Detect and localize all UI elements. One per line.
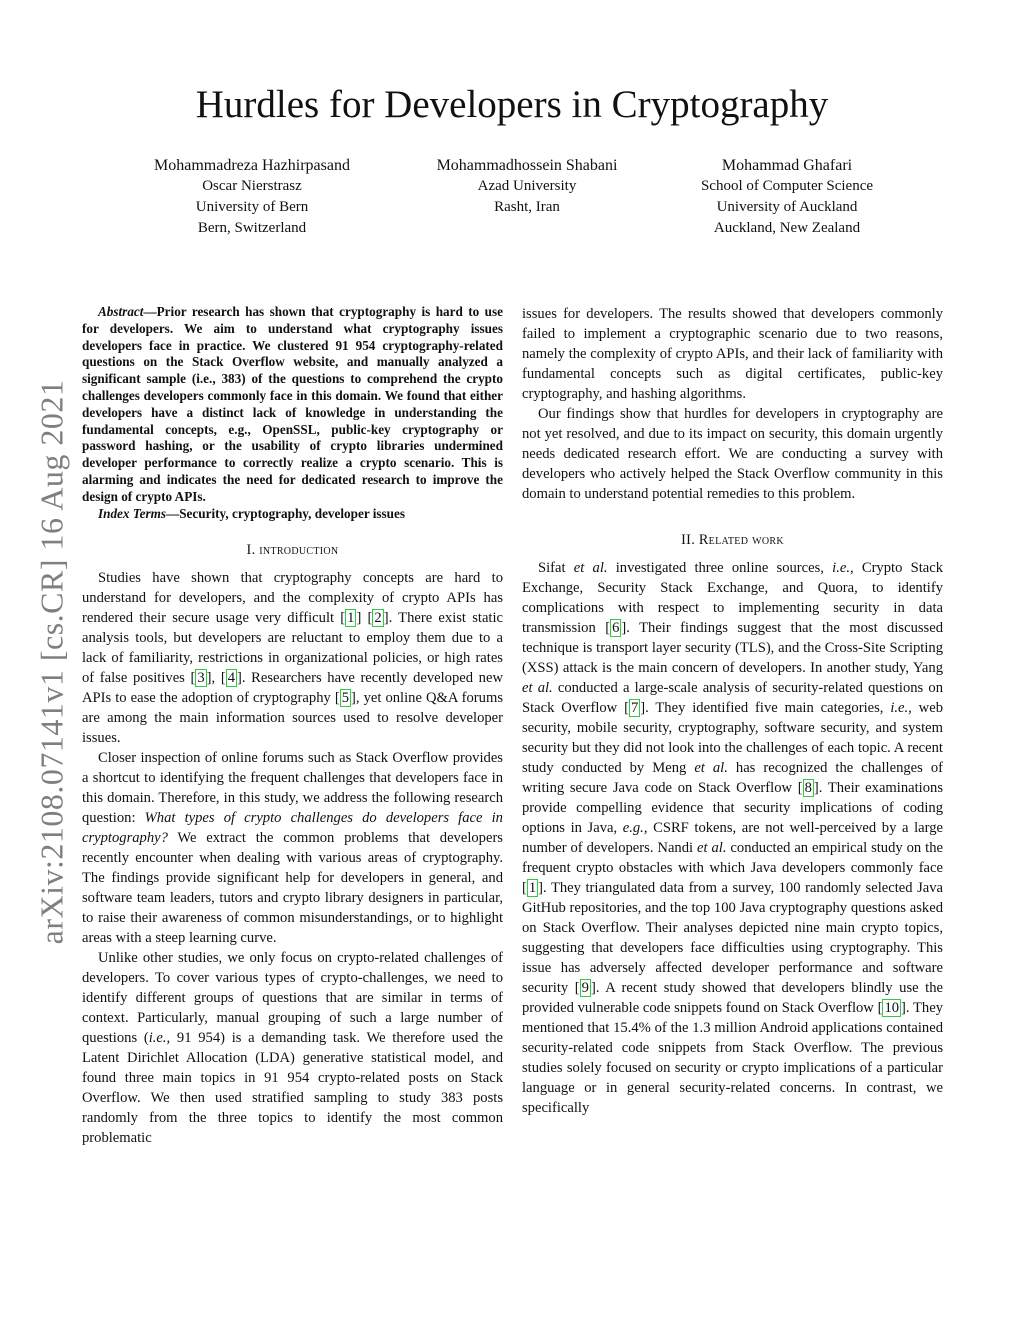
body-paragraph: Our findings show that hurdles for developers in cryptography are not yet resolved, and due to its impact on security, this domain urgently needs dedicated research effort. We are conducting a survey with developers who actively helped the Stack Overflow community in this domain to understand potential remedies to this problem.: [522, 406, 943, 502]
right-column: [522, 304, 943, 1118]
author-block-2: [377, 155, 677, 218]
author-block-1: [102, 155, 402, 239]
author-name: Mohammadreza Hazhirpasand: [154, 157, 350, 174]
related-work-paragraph: Sifat et al. investigated three online sources, i.e., Crypto Stack Exchange, Security Stack Exchange, and Quora, to identify complications with respect to implementing security in data transmission [ 6 ]. Their findings suggest that the most discussed technique is transport layer security (TLS), and the Cross-Site Scripting (XSS) attack is the main concern of developers. In another study, Yang et al. conducted a large-scale analysis of security-related questions on Stack Overflow [ 7 ]. They identified five main categories, i.e., web security, mobile security, cryptography, software security, and system security but they did not look into the challenges of each topic. A recent study conducted by Meng et al. has recognized the challenges of writing secure Java code on Stack Overflow [ 8 ]. Their examinations provide compelling evidence that security implications of coding options in Java, e.g., CSRF tokens, are not well-perceived by a large number of developers. Nandi et al. conducted an empirical study on the frequent crypto obstacles with which Java developers commonly face [ 1 ]. They triangulated data from a survey, 100 randomly selected Java GitHub repositories, and the top 100 Java cryptography questions asked on Stack Overflow. Their analyses depicted nine main crypto topics, suggesting that developers face difficulties using cryptography. This issue has adversely affected developer performance and software security [ 9 ]. A recent study showed that developers blindly use the provided vulnerable code snippets found on Stack Overflow [ 10 ]. They mentioned that 15.4% of the 1.3 million Android applications contained security-related code snippets from Stack Overflow. The previous studies solely focused on security or crypto implications of a particular language or in general security-related concerns. In contrast, we specifically: [522, 560, 943, 1116]
citation-link[interactable]: 8: [804, 780, 812, 796]
citation-link[interactable]: 7: [630, 700, 639, 716]
author-department: School of Computer Science: [700, 178, 874, 194]
citation-link[interactable]: 9: [581, 980, 589, 996]
author-affiliation: University of Bern: [195, 199, 309, 215]
intro-paragraph-1: Studies have shown that cryptography concepts are hard to understand for developers, and the complexity of crypto APIs has rendered their secure usage very difficult [ 1 ] [ 2 ]. There exist static analysis tools, but developers are reluctant to employ them due to a lack of familiarity, restrictions in organizational policies, or high rates of false positives [ 3 ], [ 4 ]. Researchers have recently developed new APIs to ease the adoption of cryptography [ 5 ], yet online Q&A forums are among the main information sources used to resolve developer issues.: [82, 570, 504, 747]
abstract: [82, 304, 503, 506]
author-location: Auckland, New Zealand: [713, 220, 861, 236]
abstract-text: —Prior research has shown that cryptography is hard to use for developers. We aim to understand what cryptography issues developers face in practice. We clustered 91 954 cryptography-related questions on the Stack Overflow website, and manually analyzed a significant sample (i.e., 383) of the questions to comprehend the crypto challenges developers commonly face in this domain. We found that either developers have a distinct lack of knowledge in understanding the fundamental concepts, e.g., OpenSSL, public-key cryptography or password hashing, or the usability of crypto libraries undermined developer performance to correctly realize a crypto scenario. This is alarming and indicates the need for dedicated research to improve the design of crypto APIs.: [82, 304, 503, 504]
author-affiliation: University of Auckland: [716, 199, 858, 215]
citation-link[interactable]: 10: [884, 1000, 900, 1016]
paper-title: Hurdles for Developers in Cryptography: [195, 83, 829, 126]
index-terms-label: Index Terms: [98, 505, 167, 521]
citation-link[interactable]: 4: [227, 670, 235, 687]
section-heading-introduction: I. introduction: [246, 542, 339, 559]
author-name: Mohammad Ghafari: [721, 157, 853, 174]
index-terms: [82, 506, 503, 523]
intro-paragraph-2: Closer inspection of online forums such as Stack Overflow provides a shortcut to identifying the frequent challenges that developers face in this domain. Therefore, in this study, we address the following research question: What types of crypto challenges do developers face in cryptography? We extract the common problems that developers recently encounter when dealing with various areas of cryptography. The findings provide significant help for developers in general, and software team leaders, tutors and crypto library designers in particular, to raise their awareness of common misunderstandings, or to highlight areas with a steep learning curve.: [82, 750, 503, 947]
author-name: Oscar Nierstrasz: [202, 178, 302, 194]
author-location: Rasht, Iran: [494, 199, 560, 215]
research-question: What types of crypto challenges do developers face in cryptography?: [82, 810, 503, 847]
left-column: [82, 304, 503, 1148]
author-affiliation: Azad University: [477, 178, 577, 194]
citation-link[interactable]: 2: [374, 610, 382, 627]
index-terms-text: —Security, cryptography, developer issues: [166, 505, 405, 521]
intro-paragraph-3: Unlike other studies, we only focus on crypto-related challenges of developers. To cover various types of crypto-challenges, we need to identify different groups of questions that are similar in terms of context. Particularly, manual grouping of such a large number of questions (i.e., 91 954) is a demanding task. We therefore used the Latent Dirichlet Allocation (LDA) generative statistical model, and found three main topics in 91 954 crypto-related posts on Stack Overflow. We then used stratified sampling to study 383 posts randomly from the three topics to identify the most common problematic: [82, 950, 503, 1147]
author-block-3: [637, 155, 937, 239]
arxiv-identifier: arXiv:2108.07141v1 [cs.CR] 16 Aug 2021: [33, 379, 70, 945]
author-location: Bern, Switzerland: [197, 220, 307, 236]
citation-link[interactable]: 1: [528, 880, 537, 896]
abstract-label: Abstract: [98, 304, 144, 319]
author-name: Mohammadhossein Shabani: [436, 157, 618, 174]
citation-link[interactable]: 1: [347, 610, 355, 627]
citation-link[interactable]: 3: [197, 670, 205, 687]
citation-link[interactable]: 5: [341, 690, 350, 707]
citation-link[interactable]: 6: [612, 620, 620, 636]
body-paragraph: issues for developers. The results showed that developers commonly failed to implement a cryptographic scenario due to two reasons, namely the complexity of crypto APIs, and their lack of familiarity with fundamental concepts such as digital certificates, public-key cryptography, and hashing algorithms.: [522, 306, 943, 402]
section-heading-related-work: II. Related work: [681, 532, 784, 548]
